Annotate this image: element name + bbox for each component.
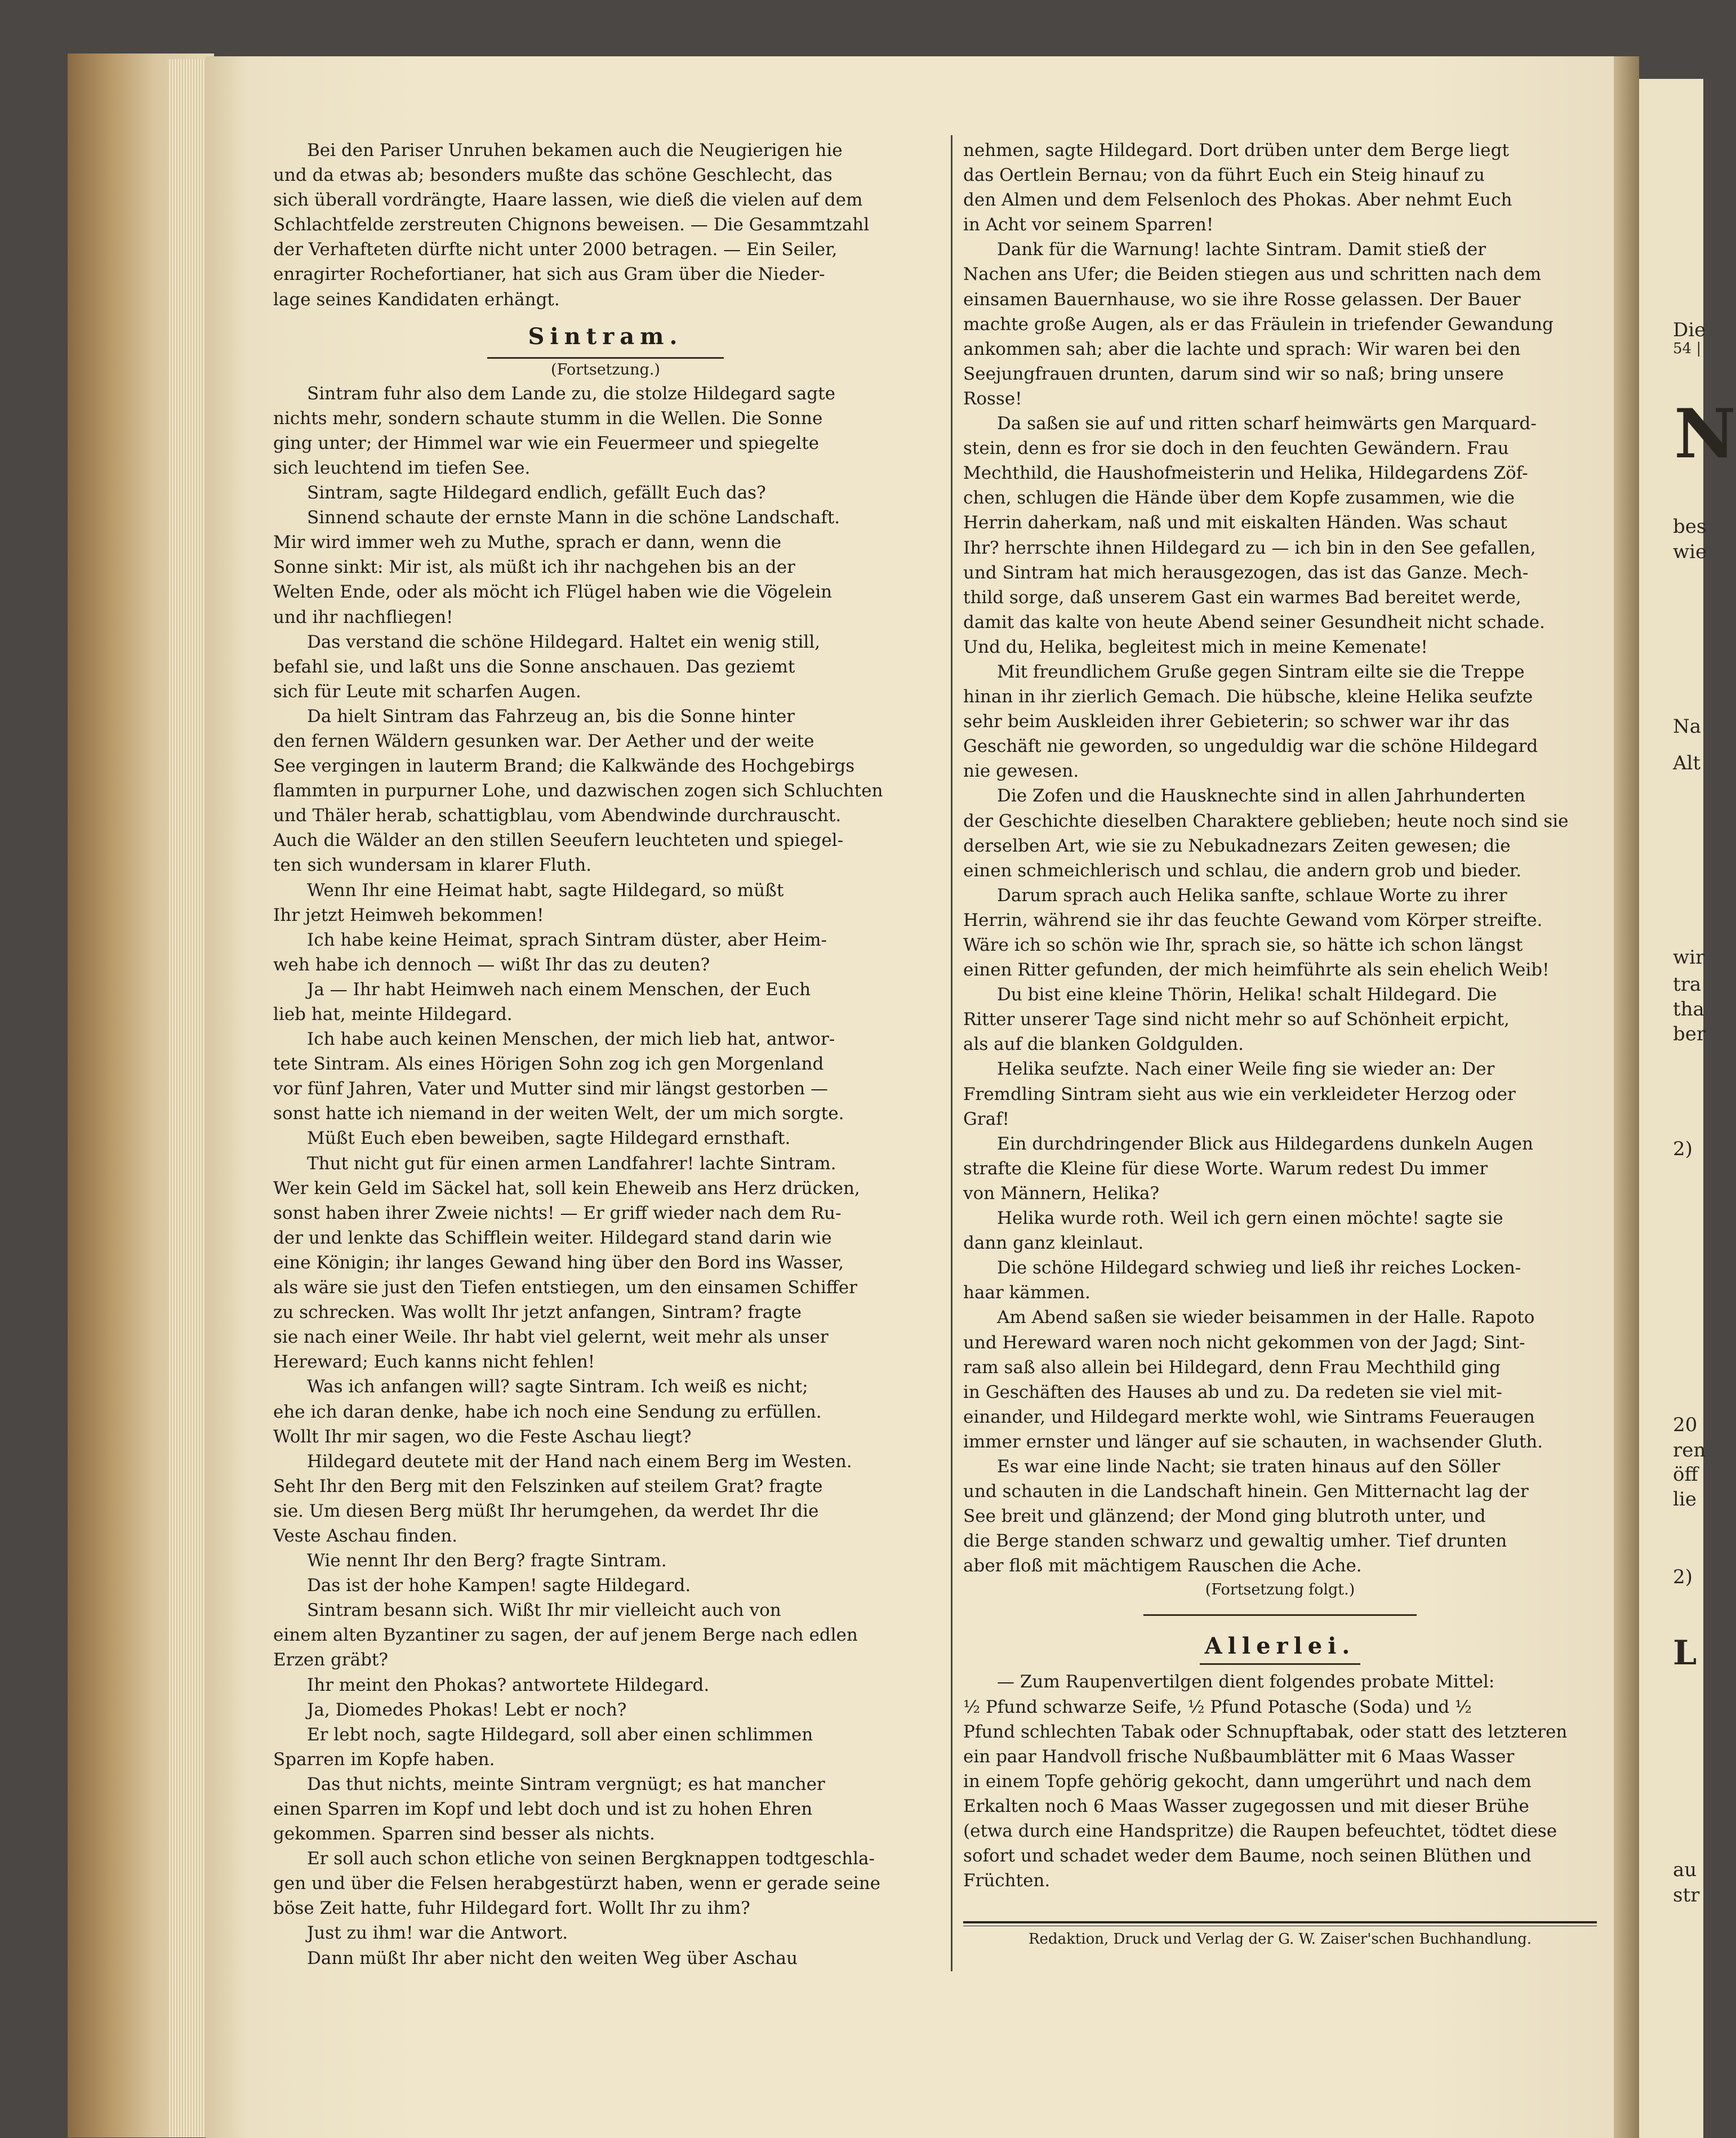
page-gutter (1614, 56, 1639, 2138)
text-line: tete Sintram. Als eines Hörigen Sohn zog ich gen Morgenland (273, 1054, 824, 1075)
text-line: ram saß also allein bei Hildegard, denn Frau Mechthild ging (963, 1357, 1501, 1378)
text-line: einen schmeichlerisch und schlau, die andern grob und bieder. (963, 860, 1522, 881)
story-text (963, 138, 1597, 1578)
story-subtitle: (Fortsetzung.) (551, 360, 660, 378)
text-line: als auf die blanken Goldgulden. (963, 1034, 1244, 1055)
text-line: einsamen Bauernhause, wo sie ihre Rosse gelassen. Der Bauer (963, 289, 1521, 310)
text-line: Helika seufzte. Nach einer Weile fing sie wieder an: Der (997, 1059, 1495, 1080)
next-page-fragment: 20 (1673, 1414, 1698, 1436)
text-line: Wäre ich so schön wie Ihr, sprach sie, so hätte ich schon längst (963, 935, 1523, 955)
misc-title: Allerlei. (1204, 1633, 1356, 1660)
text-line: hinan in ihr zierlich Gemach. Die hübsche, kleine Helika seufzte (963, 687, 1533, 707)
text-line: sich überall vordrängte, Haare lassen, wie dieß die vielen auf dem (273, 190, 863, 211)
text-line: Er lebt noch, sagte Hildegard, soll aber einen schlimmen (307, 1724, 813, 1745)
text-line: Hildegard deutete mit der Hand nach einem Berg im Westen. (307, 1451, 852, 1472)
text-line: ½ Pfund schwarze Seife, ½ Pfund Potasche (Soda) und ½ (963, 1696, 1472, 1717)
text-line: Welten Ende, oder als möcht ich Flügel haben wie die Vögelein (273, 582, 833, 603)
text-line: Am Abend saßen sie wieder beisammen in der Halle. Rapoto (997, 1307, 1535, 1328)
next-page-fragment: 2) (1673, 1138, 1693, 1160)
text-line: Seht Ihr den Berg mit den Felszinken auf steilem Grat? fragte (273, 1476, 823, 1496)
text-line: aber floß mit mächtigem Rauschen die Ache. (963, 1556, 1362, 1576)
text-line: Geschäft nie geworden, so ungeduldig war die schöne Hildegard (963, 736, 1538, 757)
next-page-fragment: Alt (1673, 752, 1701, 774)
story-title: Sintram. (528, 323, 683, 350)
text-line: ehe ich daran denke, habe ich noch eine Sendung zu erfüllen. (273, 1401, 822, 1422)
text-line: Herrin daherkam, naß und mit eiskalten Händen. Was schaut (963, 513, 1507, 533)
text-line: und Thäler herab, schattigblau, vom Abendwinde durchrauscht. (273, 805, 842, 826)
text-line: ten sich wundersam in klarer Fluth. (273, 855, 592, 876)
text-line: Wollt Ihr mir sagen, wo die Feste Aschau liegt? (273, 1426, 692, 1447)
text-line: Mechthild, die Haushofmeisterin und Helika, Hildegardens Zöf- (963, 463, 1528, 484)
left-column (273, 138, 938, 1971)
text-line: Wer kein Geld im Säckel hat, soll kein Eheweib ans Herz drücken, (273, 1178, 860, 1199)
text-line: stein, denn es fror sie doch in den feuchten Gewändern. Frau (963, 438, 1509, 459)
text-line: die Berge standen schwarz und gewaltig umher. Tief drunten (963, 1531, 1507, 1552)
next-page-fragment: ren (1673, 1439, 1706, 1462)
text-line: Sintram, sagte Hildegard endlich, gefällt Euch das? (307, 483, 766, 504)
text-line: Graf! (963, 1108, 1009, 1129)
right-column (963, 138, 1597, 1950)
text-line: Und du, Helika, begleitest mich in meine Kemenate! (963, 636, 1428, 657)
text-line: Das ist der hohe Kampen! sagte Hildegard. (307, 1575, 691, 1596)
next-page-fragment: str (1673, 1884, 1700, 1907)
next-page-fragment: L (1673, 1633, 1697, 1673)
text-line: Wenn Ihr eine Heimat habt, sagte Hildegard, so müßt (307, 880, 784, 901)
text-line: befahl sie, und laßt uns die Sonne anschauen. Das geziemt (273, 656, 795, 677)
text-line: Seejungfrauen drunten, darum sind wir so naß; bring unsere (963, 363, 1504, 384)
next-page-fragment: Die (1673, 319, 1706, 341)
text-line: Auch die Wälder an den stillen Seeufern leuchteten und spiegel- (273, 830, 844, 851)
news-paragraph (273, 138, 938, 312)
text-line: und schauten in die Landschaft hinein. Gen Mitternacht lag der (963, 1481, 1529, 1502)
next-page-fragment: au (1673, 1859, 1697, 1881)
text-line: Ritter unserer Tage sind nicht mehr so auf Schönheit erpicht, (963, 1009, 1510, 1030)
text-line: flammten in purpurner Lohe, und dazwischen zogen sich Schluchten (273, 781, 883, 801)
text-line: zu schrecken. Was wollt Ihr jetzt anfangen, Sintram? fragte (273, 1302, 802, 1323)
story-text (273, 381, 938, 1971)
text-line: Mir wird immer weh zu Muthe, sprach er dann, wenn die (273, 532, 782, 553)
text-line: böse Zeit hatte, fuhr Hildegard fort. Wollt Ihr zu ihm? (273, 1898, 750, 1919)
text-line: als wäre sie just den Tiefen entstiegen, um den einsamen Schiffer (273, 1277, 857, 1298)
text-line: sich leuchtend im tiefen See. (273, 457, 531, 478)
text-line: Mit freundlichem Gruße gegen Sintram eilte sie die Treppe (997, 661, 1525, 682)
text-line: gen und über die Felsen herabgestürzt haben, wenn er gerade seine (273, 1873, 881, 1894)
next-page-fragment: wie (1673, 541, 1707, 563)
text-line: lieb hat, meinte Hildegard. (273, 1004, 513, 1025)
text-line: Bei den Pariser Unruhen bekamen auch die Neugierigen hie (307, 140, 843, 161)
text-line: haar kämmen. (963, 1282, 1090, 1303)
text-line: und da etwas ab; besonders mußte das schöne Geschlecht, das (273, 165, 833, 186)
next-page-fragment: tra (1673, 973, 1702, 996)
text-line: eine Königin; ihr langes Gewand hing über den Bord ins Wasser, (273, 1252, 844, 1273)
text-line: chen, schlugen die Hände über dem Kopfe zusammen, wie die (963, 488, 1515, 509)
text-line: Pfund schlechten Tabak oder Schnupftabak, oder statt des letzteren (963, 1721, 1568, 1742)
column-divider (951, 135, 952, 1971)
text-line: Ja — Ihr habt Heimweh nach einem Menschen, der Euch (307, 979, 811, 1000)
text-line: sehr beim Auskleiden ihrer Gebieterin; so schwer war ihr das (963, 711, 1510, 732)
text-line: Fremdling Sintram sieht aus wie ein verkleideter Herzog oder (963, 1084, 1516, 1104)
text-line: derselben Art, wie sie zu Nebukadnezars Zeiten gewesen; die (963, 835, 1511, 856)
text-line: Thut nicht gut für einen armen Landfahrer! lachte Sintram. (307, 1153, 836, 1174)
section-rule (1143, 1614, 1417, 1616)
text-line: strafte die Kleine für diese Worte. Warum redest Du immer (963, 1158, 1488, 1179)
text-line: Veste Aschau finden. (273, 1525, 458, 1546)
next-page-fragment: wir (1673, 946, 1705, 969)
text-line: Nachen ans Ufer; die Beiden stiegen aus und schritten nach dem (963, 264, 1542, 285)
text-line: Sintram besann sich. Wißt Ihr mir vielleicht auch von (307, 1600, 781, 1621)
text-line: das Oertlein Bernau; von da führt Euch ein Steig hinauf zu (963, 165, 1485, 186)
text-line: in einem Topfe gehörig gekocht, dann umgerührt und nach dem (963, 1771, 1532, 1792)
text-line: einen Ritter gefunden, der mich heimführte als sein ehelich Weib! (963, 960, 1550, 981)
text-line: in Acht vor seinem Sparren! (963, 215, 1214, 235)
text-line: ging unter; der Himmel war wie ein Feuermeer und spiegelte (273, 433, 820, 453)
text-line: — Zum Raupenvertilgen dient folgendes probate Mittel: (997, 1672, 1495, 1692)
next-page-fragment: ber (1673, 1023, 1706, 1045)
next-page-fragment: 2) (1673, 1566, 1693, 1588)
next-page-fragment: tha (1673, 998, 1704, 1021)
text-line: ankommen sah; aber die lachte und sprach: Wir waren bei den (963, 338, 1521, 359)
text-line: See breit und glänzend; der Mond ging blutroth unter, und (963, 1506, 1486, 1527)
imprint: Redaktion, Druck und Verlag der G. W. Zaiser'schen Buchhandlung. (1028, 1931, 1532, 1948)
text-line: enragirter Rochefortianer, hat sich aus Gram über die Nieder- (273, 264, 825, 285)
text-line: sonst hatte ich niemand in der weiten Welt, der um mich sorgte. (273, 1103, 844, 1124)
text-line: Just zu ihm! war die Antwort. (307, 1923, 568, 1944)
next-page-fragment: Na (1673, 715, 1702, 738)
next-page-fragment: 54 | (1673, 340, 1702, 357)
text-line: Schlachtfelde zerstreuten Chignons beweisen. — Die Gesammtzahl (273, 215, 870, 235)
text-line: Er soll auch schon etliche von seinen Bergknappen todtgeschla- (307, 1849, 875, 1869)
text-line: machte große Augen, als er das Fräulein in triefender Gewandung (963, 314, 1554, 335)
text-line: von Männern, Helika? (963, 1183, 1160, 1204)
text-line: Helika wurde roth. Weil ich gern einen möchte! sagte sie (997, 1208, 1503, 1229)
text-line: sofort und schadet weder dem Baume, noch seinen Blüthen und (963, 1846, 1532, 1867)
next-page-fragment: öff (1673, 1463, 1698, 1486)
text-line: Ich habe keine Heimat, sprach Sintram düster, aber Heim- (307, 929, 827, 950)
text-line: sonst haben ihrer Zweie nichts! — Er griff wieder nach dem Ru- (273, 1202, 842, 1223)
text-line: und Hereward waren noch nicht gekommen von der Jagd; Sint- (963, 1332, 1525, 1353)
text-line: Da hielt Sintram das Fahrzeug an, bis die Sonne hinter (307, 706, 795, 727)
text-line: einem alten Byzantiner zu sagen, der auf jenem Berge nach edlen (273, 1625, 858, 1646)
text-line: den Almen und dem Felsenloch des Phokas. Aber nehmt Euch (963, 190, 1512, 211)
text-line: Ein durchdringender Blick aus Hildegardens dunkeln Augen (997, 1133, 1533, 1154)
text-line: Die Zofen und die Hausknechte sind in allen Jahrhunderten (997, 786, 1525, 807)
text-line: Ja, Diomedes Phokas! Lebt er noch? (307, 1699, 627, 1720)
text-line: den fernen Wäldern gesunken war. Der Aether und der weite (273, 731, 814, 751)
text-line: sie nach einer Weile. Ihr habt viel gelernt, weit mehr als unser (273, 1327, 829, 1348)
next-page-edge (1639, 79, 1736, 2138)
text-line: thild sorge, daß unserem Gast ein warmes Bad bereitet werde, (963, 587, 1521, 608)
text-line: Sintram fuhr also dem Lande zu, die stolze Hildegard sagte (307, 383, 835, 404)
next-page-fragment: N (1674, 394, 1736, 474)
text-line: einen Sparren im Kopf und lebt doch und ist zu hohen Ehren (273, 1799, 813, 1819)
text-line: nichts mehr, sondern schaute stumm in die Wellen. Die Sonne (273, 408, 823, 429)
text-line: einander, und Hildegard merkte wohl, wie Sintrams Feueraugen (963, 1406, 1535, 1427)
text-line: weh habe ich dennoch — wißt Ihr das zu deuten? (273, 954, 710, 975)
text-line: lage seines Kandidaten erhängt. (273, 289, 560, 310)
text-line: Wie nennt Ihr den Berg? fragte Sintram. (307, 1551, 667, 1571)
text-line: sie. Um diesen Berg müßt Ihr herumgehen, da werdet Ihr die (273, 1500, 819, 1521)
text-line: und ihr nachfliegen! (273, 607, 453, 627)
text-line: Ihr jetzt Heimweh bekommen! (273, 905, 544, 925)
text-line: Früchten. (963, 1870, 1050, 1891)
text-line: Ich habe auch keinen Menschen, der mich lieb hat, antwor- (307, 1029, 835, 1050)
text-line: der Geschichte dieselben Charaktere geblieben; heute noch sind sie (963, 810, 1569, 831)
text-line: Herrin, während sie ihr das feuchte Gewand vom Körper streifte. (963, 910, 1543, 930)
text-line: Sparren im Kopfe haben. (273, 1749, 495, 1770)
continued-note: (Fortsetzung folgt.) (1205, 1581, 1355, 1599)
next-page-fragment: lie (1673, 1488, 1697, 1511)
text-line: ein paar Handvoll frische Nußbaumblätter mit 6 Maas Wasser (963, 1746, 1515, 1767)
text-line: Müßt Euch eben beweiben, sagte Hildegard ernsthaft. (307, 1128, 791, 1149)
title-rule (1200, 1663, 1360, 1665)
text-line: Was ich anfangen will? sagte Sintram. Ich weiß es nicht; (307, 1377, 808, 1397)
text-line: Du bist eine kleine Thörin, Helika! schalt Hildegard. Die (997, 985, 1497, 1005)
text-line: immer ernster und länger auf sie schauten, in wachsender Gluth. (963, 1431, 1543, 1452)
text-line: Das thut nichts, meinte Sintram vergnügt; es hat mancher (307, 1774, 825, 1794)
text-line: gekommen. Sparren sind besser als nichts. (273, 1824, 655, 1845)
text-line: Die schöne Hildegard schwieg und ließ ihr reiches Locken- (997, 1258, 1521, 1279)
text-line: sich für Leute mit scharfen Augen. (273, 681, 581, 702)
text-line: Das verstand die schöne Hildegard. Haltet ein wenig still, (307, 631, 821, 652)
next-page-fragment: bes (1673, 515, 1707, 538)
text-line: der und lenkte das Schifflein weiter. Hildegard stand darin wie (273, 1227, 832, 1248)
imprint-rule (963, 1921, 1597, 1923)
text-line: der Verhafteten dürfte nicht unter 2000 betragen. — Ein Seiler, (273, 239, 838, 260)
text-line: Sonne sinkt: Mir ist, als müßt ich ihr nachgehen bis an der (273, 557, 795, 578)
text-line: damit das kalte von heute Abend seiner Gesundheit nicht schade. (963, 612, 1545, 633)
text-line: Rosse! (963, 388, 1022, 409)
text-line: Da saßen sie auf und ritten scharf heimwärts gen Marquard- (997, 413, 1537, 434)
text-line: Ihr meint den Phokas? antwortete Hildegard. (307, 1674, 710, 1695)
text-line: Sinnend schaute der ernste Mann in die schöne Landschaft. (307, 507, 840, 528)
text-line: Es war eine linde Nacht; sie traten hinaus auf den Söller (997, 1456, 1501, 1477)
text-line: (etwa durch eine Handspritze) die Raupen befeuchtet, tödtet diese (963, 1821, 1557, 1841)
text-line: dann ganz kleinlaut. (963, 1233, 1144, 1254)
text-line: See vergingen in lauterm Brand; die Kalkwände des Hochgebirgs (273, 756, 855, 777)
text-line: nie gewesen. (963, 761, 1079, 782)
text-line: vor fünf Jahren, Vater und Mutter sind mir längst gestorben — (273, 1079, 829, 1099)
text-line: in Geschäften des Hauses ab und zu. Da redeten sie viel mit- (963, 1382, 1502, 1402)
text-line: Hereward; Euch kanns nicht fehlen! (273, 1352, 595, 1373)
text-line: und Sintram hat mich herausgezogen, das ist das Ganze. Mech- (963, 562, 1529, 583)
text-line: Erzen gräbt? (273, 1650, 389, 1671)
text-line: nehmen, sagte Hildegard. Dort drüben unter dem Berge liegt (963, 140, 1509, 161)
text-line: Erkalten noch 6 Maas Wasser zugegossen und mit dieser Brühe (963, 1796, 1529, 1816)
misc-text (963, 1669, 1597, 1893)
text-line: Dann müßt Ihr aber nicht den weiten Weg über Aschau (307, 1948, 798, 1968)
text-line: Darum sprach auch Helika sanfte, schlaue Worte zu ihrer (997, 885, 1507, 906)
text-line: Ihr? herrschte ihnen Hildegard zu — ich bin in den See gefallen, (963, 537, 1536, 558)
text-line: Dank für die Warnung! lachte Sintram. Damit stieß der (997, 239, 1486, 260)
